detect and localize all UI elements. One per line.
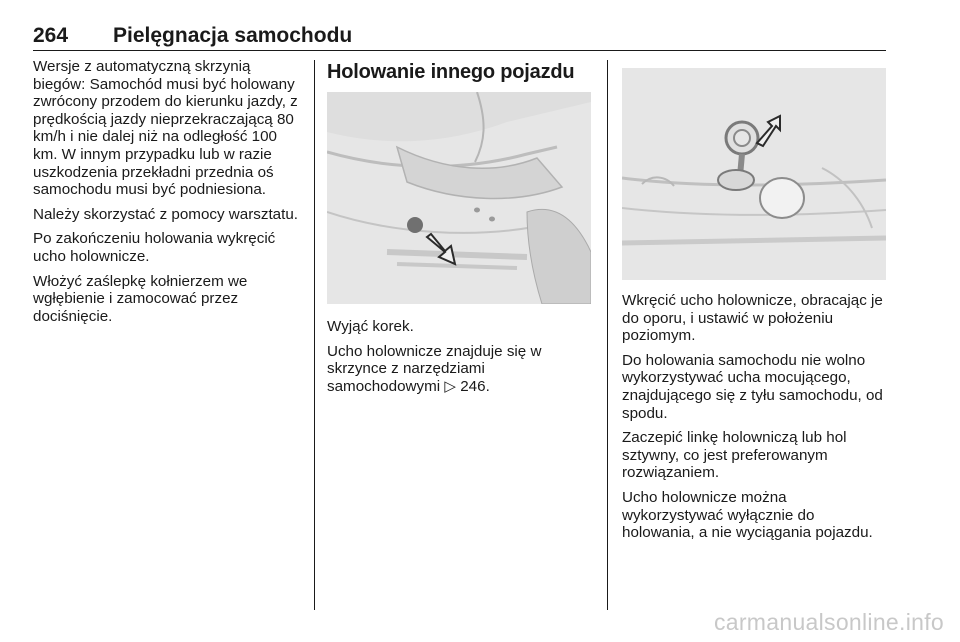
- figure-towing-eye-installation: [622, 68, 886, 280]
- paragraph-workshop: Należy skorzystać z pomocy warsztatu.: [33, 205, 299, 223]
- page-number: 264: [33, 24, 69, 47]
- figure-front-bumper-cover: [327, 92, 591, 304]
- paragraph-attach-tow-rope: Zaczepić linkę holowniczą lub hol sztywny, co jest preferowanym rozwiązaniem.: [622, 429, 847, 482]
- paragraph-unscrew-eye: Po zakończeniu holowania wykręcić ucho holownicze.: [33, 230, 276, 265]
- column-3: [622, 58, 888, 549]
- paragraph-no-rear-lashing-eye: Do holowania samochodu nie wolno wykorzystywać ucha mocującego, znajdującego się z tyłu samochodu, od spodu.: [622, 351, 883, 422]
- paragraph-towing-only: Ucho holownicze można wykorzystywać wyłącznie do holowania, a nie wyciągania pojazdu.: [622, 488, 873, 542]
- watermark: carmanualsonline.info: [713, 609, 944, 635]
- paragraph-screw-in-eye: Wkręcić ucho holownicze, obracając je do oporu, i ustawić w położeniu poziomym.: [622, 292, 883, 345]
- front-bumper-illustration: [327, 92, 591, 304]
- column-1: [33, 58, 303, 332]
- page-header: [33, 22, 886, 51]
- paragraph-remove-plug: Wyjąć korek.: [327, 318, 414, 335]
- paragraph-insert-cap: Włożyć zaślepkę kołnierzem we wgłębienie i zamocować przez dociśnięcie.: [33, 272, 248, 325]
- column-divider-2: [607, 60, 608, 610]
- towing-eye-illustration: [622, 68, 886, 280]
- chapter-title: Pielęgnacja samochodu: [113, 24, 353, 47]
- paragraph-towing-eye-location: Ucho holownicze znajduje się w skrzynce z narzędziami samochodowymi ▷ 246.: [327, 342, 542, 395]
- column-2: [327, 58, 597, 402]
- paragraph-automatic-gearbox: Wersje z automatyczną skrzynią biegów: Samochód musi być holowany zwrócony przodem do kierunku jazdy, z prędkością jazdy nieprzekraczającą 80 km/h i nie dalej niż na odległość 100 km. W innym przypadku lub w razie uszkodzenia przekładni przednia oś samochodu musi być podniesiona.: [33, 58, 298, 199]
- section-heading: Holowanie innego pojazdu: [327, 61, 575, 83]
- column-divider-1: [314, 60, 315, 610]
